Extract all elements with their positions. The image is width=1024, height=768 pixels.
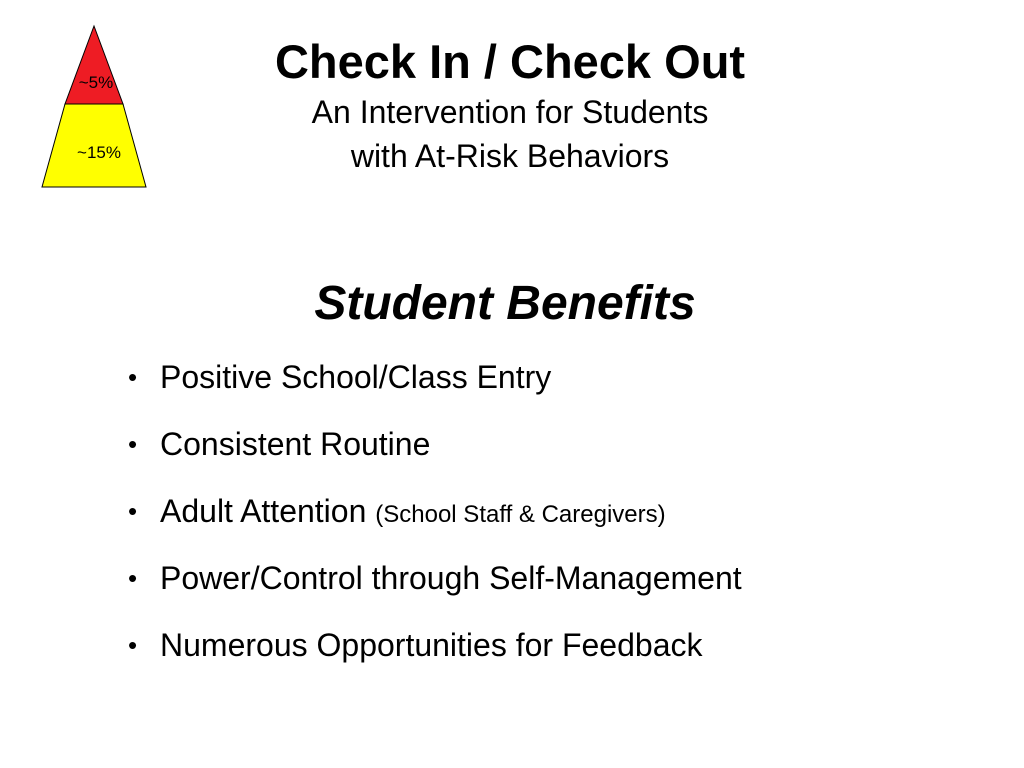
pyramid-middle-label: ~15%: [77, 143, 121, 162]
bullet: •: [128, 429, 138, 459]
section-heading: Student Benefits: [314, 277, 696, 330]
bullet: •: [128, 362, 138, 392]
list-item: [128, 417, 742, 484]
list-item: [128, 350, 742, 417]
intervention-pyramid: [0, 0, 160, 200]
page-title: Check In / Check Out: [274, 35, 746, 88]
benefit-text: Numerous Opportunities for Feedback: [160, 627, 703, 663]
pyramid-top-tier: [65, 26, 123, 104]
subtitle-line-1: An Intervention for Students: [311, 94, 709, 130]
benefit-text: Adult Attention: [160, 493, 367, 529]
subtitle-line-2: with At-Risk Behaviors: [350, 138, 670, 174]
title-block: [190, 34, 830, 178]
bullet: •: [128, 630, 138, 660]
benefit-note: (School Staff & Caregivers): [375, 501, 666, 528]
bullet: •: [128, 563, 138, 593]
list-item: [128, 484, 742, 551]
pyramid-top-label: ~5%: [78, 73, 114, 92]
list-item: [128, 551, 742, 618]
benefit-text: Positive School/Class Entry: [160, 359, 552, 395]
list-item: [128, 618, 742, 685]
benefit-text: Power/Control through Self-Management: [160, 560, 742, 596]
benefit-text: Consistent Routine: [160, 426, 431, 462]
bullet: •: [128, 496, 138, 526]
benefits-list: [128, 350, 742, 685]
